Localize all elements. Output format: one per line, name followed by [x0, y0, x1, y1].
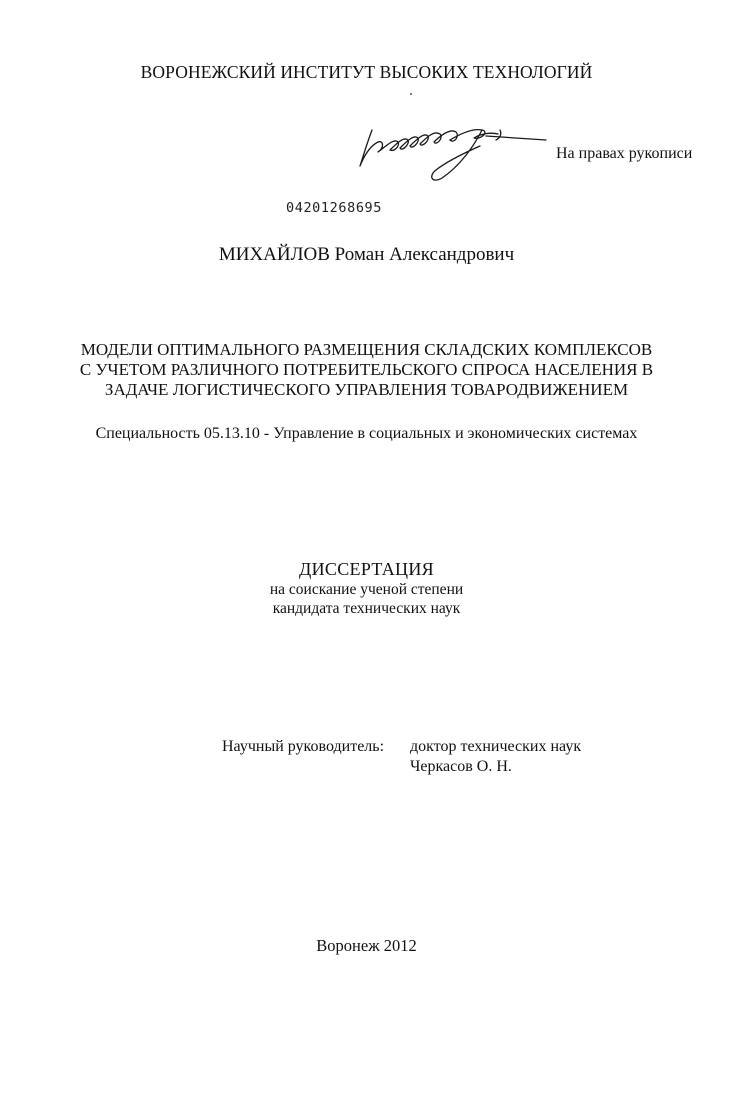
title-line: ЗАДАЧЕ ЛОГИСТИЧЕСКОГО УПРАВЛЕНИЯ ТОВАРОДВИЖЕНИЕМ: [104, 380, 629, 399]
dissertation-title: [0, 340, 733, 400]
title-line: МОДЕЛИ ОПТИМАЛЬНОГО РАЗМЕЩЕНИЯ СКЛАДСКИХ КОМПЛЕКСОВ: [80, 340, 653, 359]
advisor-name: Черкасов О. Н.: [410, 758, 512, 775]
advisor-label: Научный руководитель:: [222, 738, 385, 755]
institute-name: ВОРОНЕЖСКИЙ ИНСТИТУТ ВЫСОКИХ ТЕХНОЛОГИЙ: [140, 62, 593, 82]
author-name: МИХАЙЛОВ Роман Александрович: [218, 244, 515, 265]
city-year: Воронеж 2012: [316, 936, 417, 955]
degree-line-2: кандидата технических наук: [272, 600, 461, 617]
degree-block: [0, 558, 733, 618]
title-line: С УЧЕТОМ РАЗЛИЧНОГО ПОТРЕБИТЕЛЬСКОГО СПРОСА НАСЕЛЕНИЯ В: [79, 360, 654, 379]
degree-heading: ДИССЕРТАЦИЯ: [299, 559, 434, 579]
advisor-degree: доктор технических наук: [410, 738, 582, 755]
manuscript-note: На правах рукописи: [556, 145, 693, 162]
registration-code: 04201268695: [286, 200, 383, 216]
scan-speck: [410, 93, 412, 95]
specialty: Специальность 05.13.10 - Управление в социальных и экономических системах: [95, 425, 638, 442]
signature-icon: [350, 116, 550, 190]
degree-line-1: на соискание ученой степени: [269, 581, 464, 598]
